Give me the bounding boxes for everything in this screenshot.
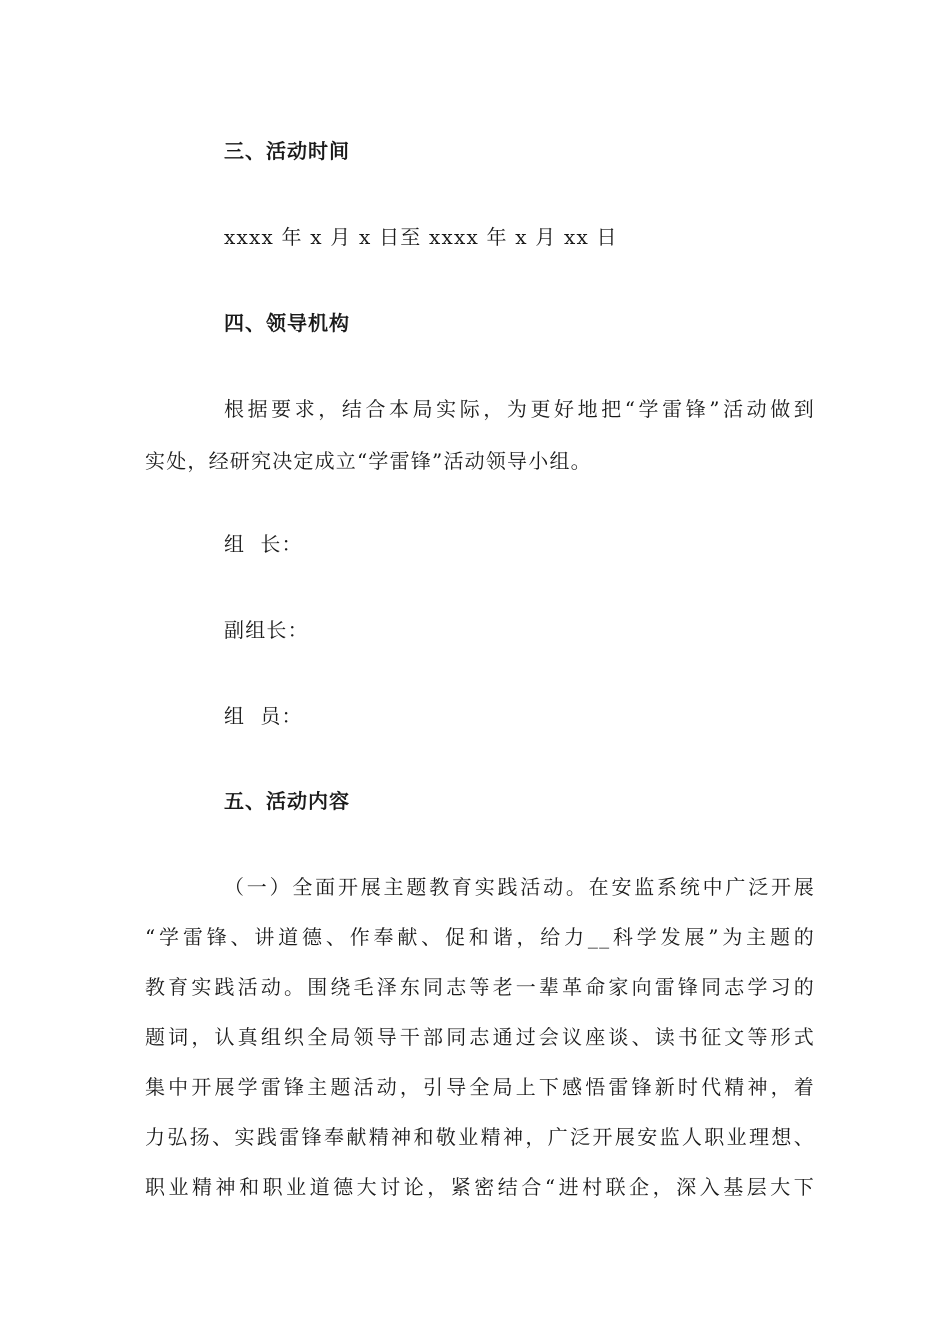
leader-label: 组 长： [224, 532, 303, 556]
section-heading-activity-time: 三、活动时间 [224, 139, 350, 163]
content-paragraph-line-1: （一）全面开展主题教育实践活动。在安监系统中广泛开展 [224, 875, 815, 899]
content-paragraph-line-3: 教育实践活动。围绕毛泽东同志等老一辈革命家向雷锋同志学习的 [145, 975, 815, 999]
content-paragraph-line-7: 职业精神和职业道德大讨论，紧密结合“进村联企，深入基层大下 [145, 1175, 815, 1199]
vice-leader-label: 副组长： [224, 618, 309, 642]
activity-time-text: xxxx 年 x 月 x 日至 xxxx 年 x 月 xx 日 [224, 225, 618, 249]
section-heading-leadership: 四、领导机构 [224, 311, 350, 335]
content-paragraph-line-2: “学雷锋、讲道德、作奉献、促和谐，给力__科学发展”为主题的 [145, 925, 815, 949]
leadership-paragraph-line-1: 根据要求，结合本局实际，为更好地把“学雷锋”活动做到 [224, 397, 815, 421]
leadership-paragraph-line-2: 实处，经研究决定成立“学雷锋”活动领导小组。 [145, 449, 592, 473]
content-paragraph-line-6: 力弘扬、实践雷锋奉献精神和敬业精神，广泛开展安监人职业理想、 [145, 1125, 815, 1149]
members-label: 组 员： [224, 704, 303, 728]
section-heading-activity-content: 五、活动内容 [224, 789, 350, 813]
content-paragraph-line-5: 集中开展学雷锋主题活动，引导全局上下感悟雷锋新时代精神，着 [145, 1075, 815, 1099]
content-paragraph-line-4: 题词，认真组织全局领导干部同志通过会议座谈、读书征文等形式 [145, 1025, 815, 1049]
